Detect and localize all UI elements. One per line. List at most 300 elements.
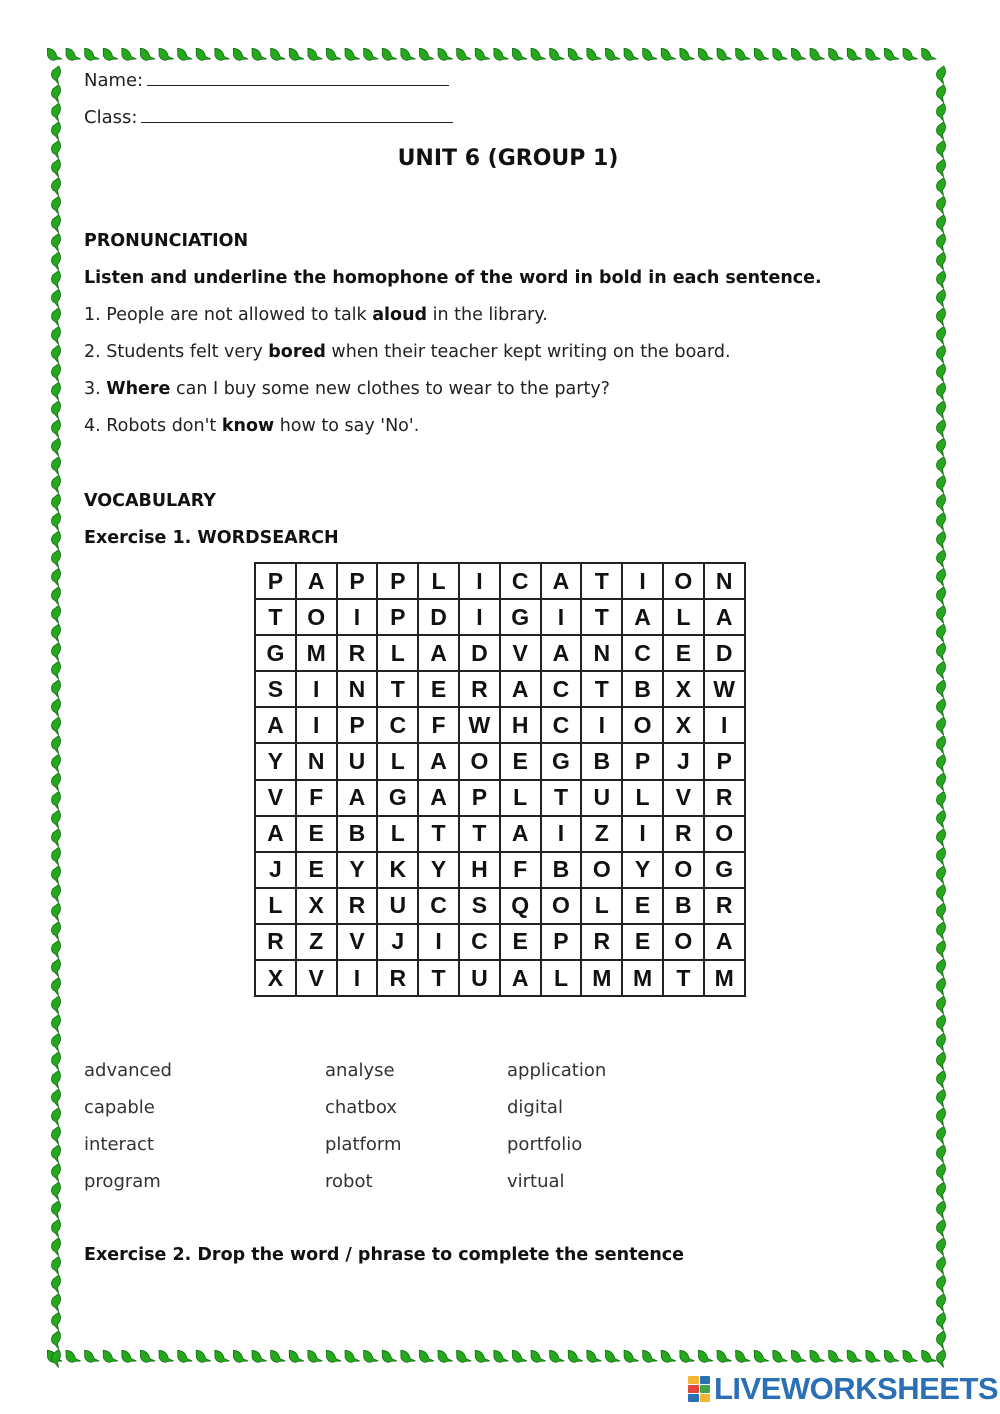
- grid-cell[interactable]: R: [704, 780, 745, 816]
- grid-cell[interactable]: A: [418, 743, 459, 779]
- grid-cell[interactable]: B: [337, 816, 378, 852]
- leaf-icon: [304, 45, 322, 65]
- grid-cell[interactable]: T: [541, 780, 582, 816]
- grid-cell[interactable]: O: [459, 743, 500, 779]
- leaf-icon: [49, 455, 64, 474]
- sentence-4-bold-word: know: [221, 416, 275, 436]
- grid-cell[interactable]: Z: [296, 924, 337, 960]
- grid-cell[interactable]: F: [296, 780, 337, 816]
- grid-cell[interactable]: P: [459, 780, 500, 816]
- grid-cell[interactable]: A: [418, 780, 459, 816]
- grid-cell[interactable]: J: [663, 743, 704, 779]
- leaf-icon: [528, 45, 546, 65]
- leaf-icon: [49, 1292, 64, 1311]
- leaf-icon: [934, 325, 949, 344]
- leaf-icon: [934, 1143, 949, 1162]
- grid-cell[interactable]: M: [622, 960, 663, 996]
- grid-cell[interactable]: A: [337, 780, 378, 816]
- leaf-icon: [49, 102, 64, 121]
- grid-cell[interactable]: U: [459, 960, 500, 996]
- leaf-icon: [49, 995, 64, 1014]
- grid-cell[interactable]: I: [622, 816, 663, 852]
- grid-cell[interactable]: B: [541, 852, 582, 888]
- grid-cell[interactable]: A: [541, 635, 582, 671]
- grid-cell[interactable]: S: [255, 671, 296, 707]
- leaf-icon: [137, 45, 155, 65]
- grid-cell[interactable]: J: [377, 924, 418, 960]
- leaf-icon: [472, 45, 490, 65]
- leaf-icon: [934, 269, 949, 288]
- leaf-icon: [416, 45, 434, 65]
- grid-cell[interactable]: W: [459, 707, 500, 743]
- leaf-icon: [934, 288, 949, 307]
- grid-cell[interactable]: C: [418, 888, 459, 924]
- grid-cell[interactable]: L: [255, 888, 296, 924]
- grid-cell[interactable]: I: [704, 707, 745, 743]
- leaf-icon: [934, 995, 949, 1014]
- leaf-icon: [49, 1069, 64, 1088]
- leaf-icon: [49, 771, 64, 790]
- name-blank-line[interactable]: [147, 84, 449, 86]
- sentence-1-part-b: in the library.: [427, 305, 548, 325]
- class-blank-line[interactable]: [141, 121, 453, 123]
- wordsearch-grid[interactable]: [254, 562, 746, 997]
- word-list-item: portfolio: [507, 1134, 583, 1155]
- grid-cell[interactable]: N: [581, 635, 622, 671]
- leaf-icon: [49, 306, 64, 325]
- grid-cell[interactable]: E: [622, 924, 663, 960]
- leaf-icon: [44, 45, 62, 65]
- leaf-icon: [360, 1347, 378, 1367]
- grid-cell[interactable]: T: [581, 599, 622, 635]
- grid-cell[interactable]: U: [581, 780, 622, 816]
- grid-cell[interactable]: D: [418, 599, 459, 635]
- leaf-icon: [49, 623, 64, 642]
- grid-row: [255, 563, 745, 599]
- leaf-icon: [528, 1347, 546, 1367]
- leaf-icon: [934, 492, 949, 511]
- leaf-icon: [934, 1274, 949, 1293]
- leaf-icon: [621, 1347, 639, 1367]
- grid-cell[interactable]: B: [622, 671, 663, 707]
- grid-cell[interactable]: U: [337, 743, 378, 779]
- leaf-icon: [934, 195, 949, 214]
- grid-cell[interactable]: P: [704, 743, 745, 779]
- grid-cell[interactable]: T: [581, 671, 622, 707]
- grid-cell[interactable]: I: [541, 816, 582, 852]
- grid-cell[interactable]: S: [459, 888, 500, 924]
- grid-cell[interactable]: R: [255, 924, 296, 960]
- leaf-icon: [695, 45, 713, 65]
- grid-cell[interactable]: O: [663, 924, 704, 960]
- leaf-icon: [900, 1347, 918, 1367]
- word-list-item: platform: [325, 1134, 402, 1155]
- grid-cell[interactable]: I: [337, 960, 378, 996]
- leaf-icon: [934, 1181, 949, 1200]
- word-list-item: digital: [507, 1097, 563, 1118]
- grid-cell[interactable]: A: [622, 599, 663, 635]
- sentence-4[interactable]: [84, 416, 419, 436]
- grid-cell[interactable]: O: [663, 852, 704, 888]
- grid-cell[interactable]: T: [663, 960, 704, 996]
- grid-cell[interactable]: L: [581, 888, 622, 924]
- word-list-item: virtual: [507, 1171, 565, 1192]
- leaf-icon: [49, 176, 64, 195]
- grid-cell[interactable]: J: [255, 852, 296, 888]
- leaf-icon: [49, 120, 64, 139]
- sentence-1-part-a: 1. People are not allowed to talk: [84, 305, 373, 325]
- sentence-2[interactable]: [84, 342, 731, 362]
- grid-cell[interactable]: N: [337, 671, 378, 707]
- grid-cell[interactable]: V: [255, 780, 296, 816]
- leaf-icon: [49, 753, 64, 772]
- leaf-icon: [49, 1125, 64, 1144]
- leaf-icon: [934, 306, 949, 325]
- grid-cell[interactable]: C: [622, 635, 663, 671]
- leaf-icon: [934, 1069, 949, 1088]
- page-title: UNIT 6 (GROUP 1): [397, 146, 619, 171]
- grid-cell[interactable]: T: [418, 816, 459, 852]
- leaf-icon: [49, 1050, 64, 1069]
- grid-cell[interactable]: H: [500, 707, 541, 743]
- leaf-icon: [934, 957, 949, 976]
- grid-cell[interactable]: E: [622, 888, 663, 924]
- grid-cell[interactable]: B: [663, 888, 704, 924]
- leaf-icon: [934, 1013, 949, 1032]
- grid-cell[interactable]: I: [459, 599, 500, 635]
- grid-cell[interactable]: X: [663, 707, 704, 743]
- grid-cell[interactable]: F: [418, 707, 459, 743]
- grid-cell[interactable]: P: [255, 563, 296, 599]
- leaf-icon: [769, 45, 787, 65]
- leaf-icon: [100, 45, 118, 65]
- logo-text: LIVEWORKSHEETS: [714, 1371, 999, 1406]
- leaf-icon: [49, 492, 64, 511]
- grid-cell[interactable]: E: [296, 816, 337, 852]
- grid-cell[interactable]: M: [296, 635, 337, 671]
- grid-cell[interactable]: Y: [337, 852, 378, 888]
- grid-cell[interactable]: E: [418, 671, 459, 707]
- leaf-icon: [934, 678, 949, 697]
- grid-cell[interactable]: L: [622, 780, 663, 816]
- grid-cell[interactable]: X: [296, 888, 337, 924]
- grid-cell[interactable]: P: [337, 707, 378, 743]
- grid-cell[interactable]: A: [500, 960, 541, 996]
- grid-cell[interactable]: D: [459, 635, 500, 671]
- leaf-icon: [49, 1181, 64, 1200]
- grid-cell[interactable]: R: [337, 888, 378, 924]
- grid-cell[interactable]: I: [418, 924, 459, 960]
- grid-cell[interactable]: L: [541, 960, 582, 996]
- grid-cell[interactable]: P: [337, 563, 378, 599]
- grid-cell[interactable]: I: [622, 563, 663, 599]
- leaf-icon: [49, 809, 64, 828]
- grid-cell[interactable]: I: [541, 599, 582, 635]
- grid-cell[interactable]: P: [541, 924, 582, 960]
- leaf-icon: [621, 45, 639, 65]
- grid-cell[interactable]: A: [255, 707, 296, 743]
- leaf-icon: [934, 976, 949, 995]
- grid-row: [255, 960, 745, 996]
- grid-row: [255, 780, 745, 816]
- leaf-icon: [509, 45, 527, 65]
- grid-cell[interactable]: A: [255, 816, 296, 852]
- sentence-3-part-a: 3.: [84, 379, 107, 399]
- leaf-icon: [397, 1347, 415, 1367]
- grid-cell[interactable]: I: [337, 599, 378, 635]
- leaf-icon: [49, 325, 64, 344]
- grid-cell[interactable]: K: [377, 852, 418, 888]
- leaf-icon: [267, 1347, 285, 1367]
- leaf-icon: [63, 45, 81, 65]
- leaf-icon: [49, 1236, 64, 1255]
- grid-cell[interactable]: O: [581, 852, 622, 888]
- grid-cell[interactable]: X: [255, 960, 296, 996]
- grid-cell[interactable]: R: [581, 924, 622, 960]
- grid-cell[interactable]: Z: [581, 816, 622, 852]
- grid-cell[interactable]: O: [663, 563, 704, 599]
- grid-cell[interactable]: O: [622, 707, 663, 743]
- leaf-icon: [49, 381, 64, 400]
- vocabulary-heading: VOCABULARY: [84, 491, 216, 511]
- grid-cell[interactable]: A: [418, 635, 459, 671]
- grid-cell[interactable]: M: [581, 960, 622, 996]
- leaf-icon: [934, 1088, 949, 1107]
- grid-cell[interactable]: B: [581, 743, 622, 779]
- leaf-icon: [934, 1125, 949, 1144]
- leaf-icon: [751, 45, 769, 65]
- grid-cell[interactable]: O: [704, 816, 745, 852]
- grid-cell[interactable]: F: [500, 852, 541, 888]
- leaf-icon: [49, 1106, 64, 1125]
- leaf-icon: [934, 381, 949, 400]
- leaf-icon: [49, 83, 64, 102]
- leaf-icon: [49, 1032, 64, 1051]
- grid-cell[interactable]: R: [377, 960, 418, 996]
- leaf-icon: [49, 790, 64, 809]
- grid-cell[interactable]: N: [296, 743, 337, 779]
- grid-cell[interactable]: E: [663, 635, 704, 671]
- leaf-icon: [862, 1347, 880, 1367]
- leaf-icon: [639, 45, 657, 65]
- grid-cell[interactable]: G: [541, 743, 582, 779]
- leaf-icon: [934, 716, 949, 735]
- leaf-icon: [49, 288, 64, 307]
- leaf-icon: [565, 1347, 583, 1367]
- leaf-icon: [360, 45, 378, 65]
- grid-cell[interactable]: L: [418, 563, 459, 599]
- leaf-icon: [658, 45, 676, 65]
- grid-cell[interactable]: Q: [500, 888, 541, 924]
- grid-cell[interactable]: Y: [255, 743, 296, 779]
- liveworksheets-logo-icon: [688, 1376, 710, 1402]
- leaf-icon: [49, 678, 64, 697]
- leaf-icon: [565, 45, 583, 65]
- leaf-icon: [934, 1292, 949, 1311]
- grid-cell[interactable]: H: [459, 852, 500, 888]
- grid-cell[interactable]: P: [622, 743, 663, 779]
- leaf-icon: [934, 1162, 949, 1181]
- grid-cell[interactable]: L: [377, 635, 418, 671]
- grid-cell[interactable]: C: [377, 707, 418, 743]
- sentence-3[interactable]: [84, 379, 610, 399]
- leaf-icon: [695, 1347, 713, 1367]
- leaf-icon: [934, 604, 949, 623]
- grid-cell[interactable]: P: [377, 563, 418, 599]
- grid-cell[interactable]: V: [296, 960, 337, 996]
- grid-cell[interactable]: V: [337, 924, 378, 960]
- grid-cell[interactable]: A: [704, 599, 745, 635]
- leaf-icon: [49, 437, 64, 456]
- grid-row: [255, 671, 745, 707]
- leaf-icon: [453, 1347, 471, 1367]
- grid-cell[interactable]: C: [541, 707, 582, 743]
- grid-cell[interactable]: W: [704, 671, 745, 707]
- leaf-icon: [934, 1255, 949, 1274]
- grid-cell[interactable]: A: [296, 563, 337, 599]
- grid-cell[interactable]: M: [704, 960, 745, 996]
- grid-cell[interactable]: T: [377, 671, 418, 707]
- grid-cell[interactable]: G: [255, 635, 296, 671]
- leaf-icon: [81, 45, 99, 65]
- leaf-icon: [49, 474, 64, 493]
- leaf-icon: [49, 362, 64, 381]
- grid-cell[interactable]: R: [337, 635, 378, 671]
- leaf-icon: [934, 1050, 949, 1069]
- leaf-icon: [472, 1347, 490, 1367]
- grid-row: [255, 707, 745, 743]
- grid-cell[interactable]: U: [377, 888, 418, 924]
- sentence-1-bold-word: aloud: [372, 305, 428, 325]
- name-field[interactable]: [84, 70, 449, 91]
- leaf-icon: [49, 251, 64, 270]
- grid-cell[interactable]: R: [459, 671, 500, 707]
- grid-cell[interactable]: A: [541, 563, 582, 599]
- leaf-icon: [807, 1347, 825, 1367]
- grid-cell[interactable]: G: [704, 852, 745, 888]
- grid-cell[interactable]: X: [663, 671, 704, 707]
- leaf-icon: [342, 45, 360, 65]
- grid-cell[interactable]: L: [377, 743, 418, 779]
- sentence-1[interactable]: [84, 305, 548, 325]
- grid-cell[interactable]: O: [541, 888, 582, 924]
- leaf-icon: [49, 920, 64, 939]
- leaf-icon: [934, 641, 949, 660]
- leaf-icon: [49, 269, 64, 288]
- leaf-icon: [934, 883, 949, 902]
- grid-cell[interactable]: E: [500, 743, 541, 779]
- leaf-icon: [63, 1347, 81, 1367]
- leaf-icon: [118, 45, 136, 65]
- leaf-icon: [676, 45, 694, 65]
- grid-cell[interactable]: A: [500, 671, 541, 707]
- grid-cell[interactable]: C: [500, 563, 541, 599]
- sentence-4-part-a: 4. Robots don't: [84, 416, 222, 436]
- leaf-icon: [934, 102, 949, 121]
- leaf-icon: [934, 939, 949, 958]
- grid-cell[interactable]: T: [255, 599, 296, 635]
- grid-cell[interactable]: Y: [622, 852, 663, 888]
- word-list-item: capable: [84, 1097, 155, 1118]
- leaf-icon: [583, 45, 601, 65]
- leaf-icon: [230, 45, 248, 65]
- grid-cell[interactable]: I: [296, 707, 337, 743]
- class-field[interactable]: [84, 107, 453, 128]
- leaf-icon: [881, 45, 899, 65]
- leaf-icon: [416, 1347, 434, 1367]
- grid-cell[interactable]: C: [459, 924, 500, 960]
- grid-cell[interactable]: E: [296, 852, 337, 888]
- class-label: Class:: [84, 107, 138, 128]
- grid-cell[interactable]: V: [663, 780, 704, 816]
- grid-cell[interactable]: G: [377, 780, 418, 816]
- grid-cell[interactable]: D: [704, 635, 745, 671]
- leaf-icon: [934, 232, 949, 251]
- leaf-icon: [918, 45, 936, 65]
- leaf-icon: [49, 660, 64, 679]
- grid-cell[interactable]: R: [704, 888, 745, 924]
- leaf-icon: [934, 176, 949, 195]
- leaf-icon: [49, 232, 64, 251]
- leaf-icon: [602, 1347, 620, 1367]
- leaf-icon: [751, 1347, 769, 1367]
- grid-cell[interactable]: N: [704, 563, 745, 599]
- grid-cell[interactable]: T: [418, 960, 459, 996]
- grid-cell[interactable]: G: [500, 599, 541, 635]
- leaf-icon: [934, 455, 949, 474]
- grid-cell[interactable]: O: [296, 599, 337, 635]
- leaf-icon: [934, 734, 949, 753]
- leaf-icon: [49, 585, 64, 604]
- grid-cell[interactable]: P: [377, 599, 418, 635]
- leaf-icon: [934, 1106, 949, 1125]
- grid-row: [255, 852, 745, 888]
- grid-cell[interactable]: A: [704, 924, 745, 960]
- liveworksheets-logo[interactable]: [688, 1372, 998, 1406]
- grid-cell[interactable]: Y: [418, 852, 459, 888]
- leaf-icon: [934, 65, 949, 84]
- grid-cell[interactable]: I: [459, 563, 500, 599]
- grid-cell[interactable]: T: [459, 816, 500, 852]
- leaf-icon: [881, 1347, 899, 1367]
- grid-cell[interactable]: C: [541, 671, 582, 707]
- grid-cell[interactable]: I: [296, 671, 337, 707]
- leaf-icon: [379, 45, 397, 65]
- grid-cell[interactable]: R: [663, 816, 704, 852]
- leaf-icon: [900, 45, 918, 65]
- grid-cell[interactable]: V: [500, 635, 541, 671]
- leaf-icon: [118, 1347, 136, 1367]
- leaf-icon: [156, 45, 174, 65]
- grid-cell[interactable]: T: [581, 563, 622, 599]
- leaf-icon: [174, 1347, 192, 1367]
- leaf-icon: [934, 120, 949, 139]
- leaf-icon: [49, 65, 64, 84]
- grid-cell[interactable]: L: [500, 780, 541, 816]
- word-list-item: analyse: [325, 1060, 395, 1081]
- leaf-icon: [323, 1347, 341, 1367]
- grid-cell[interactable]: L: [663, 599, 704, 635]
- grid-cell[interactable]: E: [500, 924, 541, 960]
- leaf-icon: [49, 902, 64, 921]
- grid-cell[interactable]: I: [581, 707, 622, 743]
- grid-cell[interactable]: L: [377, 816, 418, 852]
- leaf-icon: [546, 45, 564, 65]
- grid-cell[interactable]: A: [500, 816, 541, 852]
- leaf-icon: [435, 1347, 453, 1367]
- leaf-icon: [934, 251, 949, 270]
- leaf-icon: [49, 1013, 64, 1032]
